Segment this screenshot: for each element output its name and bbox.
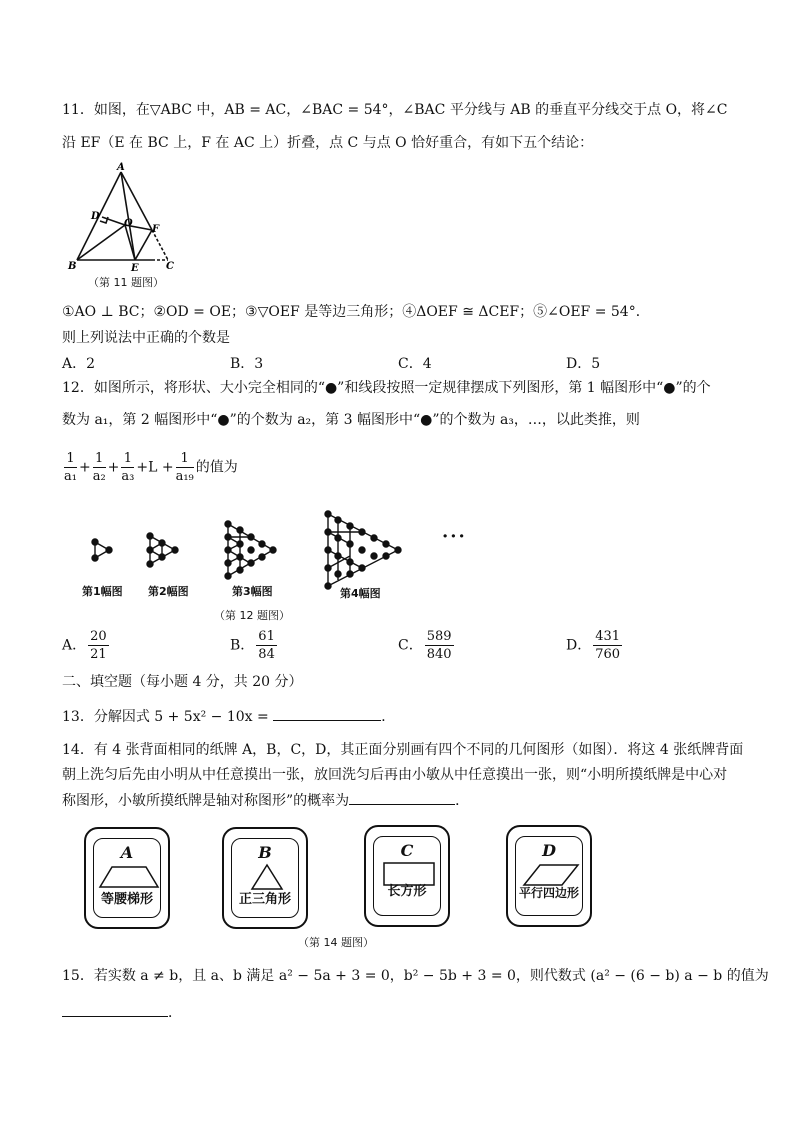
q12-caption: （第 12 题图） [214,609,290,622]
trapezoid-shape [98,865,160,889]
card-c-name: 长方形 [387,884,427,899]
q12-figures [80,510,480,590]
q13: 13．分解因式 5 + 5x² − 10x = ． [62,706,395,727]
card-c-letter: C [400,841,414,860]
q12-term-1: $\frac{1}{\text{a₁}}$ [64,451,77,484]
card-b-letter: B [258,843,272,862]
q12-figure-1-label: 第1幅图 [82,585,123,598]
q11-question: 则上列说法中正确的个数是 [62,330,230,346]
fig11-label-A: A [117,162,125,173]
card-b [222,827,308,929]
triangle-shape [250,863,284,891]
q12-expression: $\frac{1}{\text{a₁}}$ + $\frac{1}{\text{a₂}}$ + $\frac{1}{\text{a₃}}$ +L + $\frac{1}{\text{a₁₉}}$ 的值为 [64,451,238,484]
q11-figure [62,160,187,288]
q12-term-3: $\frac{1}{\text{a₃}}$ [121,451,135,484]
fig11-label-E: E [131,263,139,274]
q12-option-c: C． $\frac{589}{840}$ [398,629,452,662]
q12-term-last: $\frac{1}{\text{a₁₉}}$ [175,451,194,484]
q12-figure-4-label: 第4幅图 [340,587,381,600]
card-d-name: 平行四边形 [518,886,579,900]
q12-figure-3 [225,521,276,579]
fig11-label-B: B [68,261,77,272]
q11-line1: 11．如图，在▽ABC 中，AB = AC，∠BAC = 54°，∠BAC 平分线与 AB 的垂直平分线交于点 O，将∠C [62,102,728,118]
q12-more: ··· [442,526,467,547]
q12-figure-4 [325,511,401,589]
q11-caption: （第 11 题图） [88,276,164,289]
q12-ellipsis: L [148,459,158,476]
q12-figure-2 [147,533,178,567]
q12-option-b: B． $\frac{61}{84}$ [230,629,275,662]
q12-suffix: 的值为 [195,459,238,476]
q12-option-a: A． $\frac{20}{21}$ [62,629,107,662]
q11-option-c: C．4 [398,356,432,372]
q11-conclusions: ①AO ⊥ BC；②OD = OE；③▽OEF 是等边三角形；④ΔOEF ≅ ΔCEF；⑤∠OEF = 54°． [62,304,650,320]
q14-caption: （第 14 题图） [298,936,374,949]
q15-line1: 15．若实数 a ≠ b，且 a、b 满足 a² − 5a + 3 = 0，b² − 5b + 3 = 0，则代数式 (a² − (6 − b) a − b 的值为 [62,968,769,984]
q14-answer-blank[interactable] [349,790,455,805]
q12-line1: 12．如图所示，将形状、大小完全相同的“●”和线段按照一定规律摆成下列图形，第 1 幅图形中“●”的个 [62,380,711,396]
q12-term-2: $\frac{1}{\text{a₂}}$ [92,451,106,484]
q12-figure-1 [92,539,112,561]
fig11-label-O: O [124,218,133,229]
card-d-letter: D [542,841,556,860]
q12-figure-3-label: 第3幅图 [232,585,273,598]
fig11-label-D: D [91,211,100,222]
fig11-label-C: C [166,261,174,272]
q11-option-a: A．2 [62,356,96,372]
card-a-letter: A [120,843,134,862]
q12-line2: 数为 a₁，第 2 幅图形中“●”的个数为 a₂，第 3 幅图形中“●”的个数为 a₃，…，以此类推，则 [62,412,640,428]
section-2-heading: 二、填空题（每小题 4 分，共 20 分） [62,674,303,690]
q15-answer-blank[interactable] [62,1002,168,1017]
q13-answer-blank[interactable] [273,706,381,721]
q14-line3: 称图形，小敏所摸纸牌是轴对称图形”的概率为 ． [62,790,469,811]
q15-line2: ． [62,1002,182,1023]
card-c [364,825,450,927]
q11-option-d: D．5 [566,356,601,372]
q12-option-d: D． $\frac{431}{760}$ [566,629,621,662]
card-a-name: 等腰梯形 [100,892,153,907]
fig11-label-F: F [152,224,160,235]
card-d [506,825,592,927]
q12-figure-2-label: 第2幅图 [148,585,189,598]
q11-line2: 沿 EF（E 在 BC 上，F 在 AC 上）折叠，点 C 与点 O 恰好重合，有如下五个结论： [62,135,594,151]
q14-line2: 朝上洗匀后先由小明从中任意摸出一张，放回洗匀后再由小敏从中任意摸出一张，则“小明所摸纸牌是中心对 [62,767,728,783]
card-a [84,827,170,929]
q11-option-b: B．3 [230,356,264,372]
card-b-name: 正三角形 [238,892,291,907]
q14-line1: 14．有 4 张背面相同的纸牌 A，B，C，D，其正面分别画有四个不同的几何图形（如图）．将这 4 张纸牌背面 [62,742,744,758]
